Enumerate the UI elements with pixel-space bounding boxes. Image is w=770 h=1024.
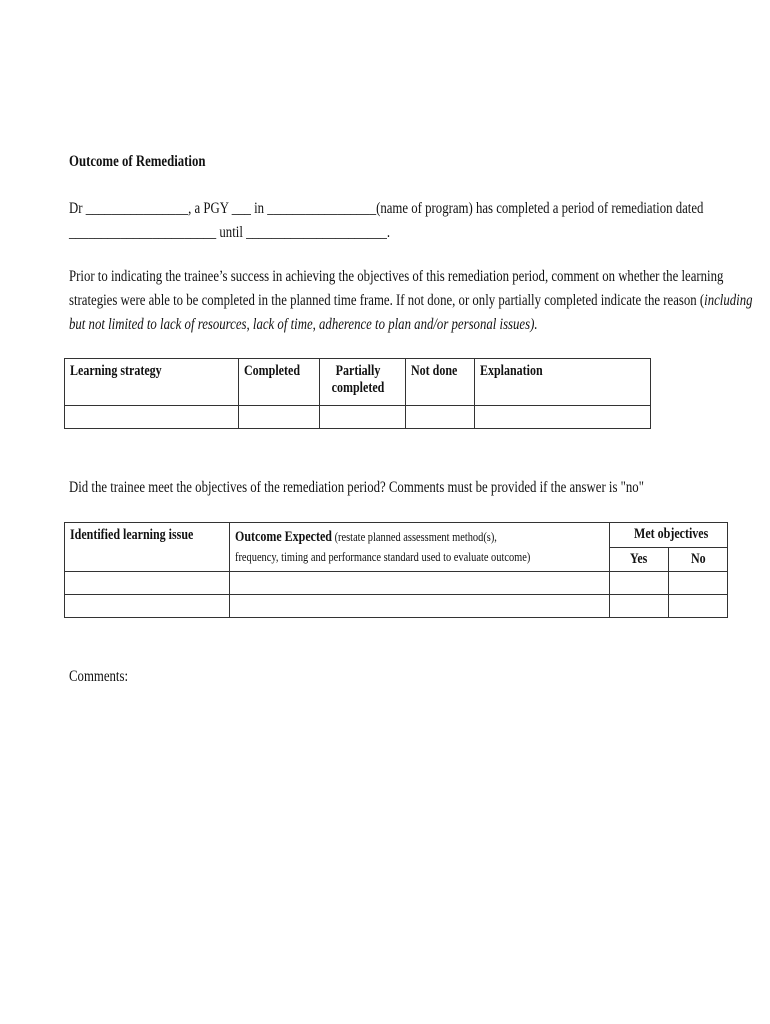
no-cell[interactable] <box>669 595 728 618</box>
header-no: No <box>669 547 728 572</box>
header-met-objectives: Met objectives <box>610 523 728 548</box>
objectives-question: Did the trainee meet the objectives of the remediation period? Comments must be provided if the answer is "no" <box>69 479 644 496</box>
no-cell[interactable] <box>669 572 728 595</box>
yes-cell[interactable] <box>610 572 669 595</box>
objectives-table <box>64 522 728 618</box>
outcome-cell[interactable] <box>230 595 610 618</box>
header-learning-issue: Identified learning issue <box>65 523 230 572</box>
prior-line-1: Prior to indicating the trainee’s success in achieving the objectives of this remediation period, comment on whether the learning <box>69 268 724 285</box>
doctor-name-blank[interactable]: ________________ <box>85 200 189 217</box>
pgy-blank[interactable]: ___ <box>231 200 251 217</box>
completed-cell[interactable] <box>238 406 319 429</box>
learning-strategy-table <box>64 358 651 429</box>
intro-line-1: Dr ________________, a PGY ___ in _________________(name of program) has completed a period of remediation dated <box>69 200 704 217</box>
header-completed: Completed <box>238 359 319 406</box>
yes-cell[interactable] <box>610 595 669 618</box>
learning-issue-cell[interactable] <box>65 595 230 618</box>
prior-line-2: strategies were able to be completed in the planned time frame. If not done, or only partially completed indicate the reason (including <box>69 292 753 309</box>
learning-issue-cell[interactable] <box>65 572 230 595</box>
not-done-cell[interactable] <box>405 406 474 429</box>
header-partially-completed: Partially completed <box>319 359 405 406</box>
strategy-cell[interactable] <box>65 406 239 429</box>
header-explanation: Explanation <box>474 359 650 406</box>
table-row <box>65 595 728 618</box>
program-blank[interactable]: _________________ <box>267 200 377 217</box>
intro-line-2: _______________________ until ______________________. <box>69 224 391 241</box>
prior-line-3: but not limited to lack of resources, lack of time, adherence to plan and/or personal issues). <box>69 316 538 333</box>
header-learning-strategy: Learning strategy <box>65 359 239 406</box>
table-row <box>65 572 728 595</box>
header-not-done: Not done <box>405 359 474 406</box>
comments-label: Comments: <box>69 668 129 685</box>
partially-cell[interactable] <box>319 406 405 429</box>
outcome-cell[interactable] <box>230 572 610 595</box>
explanation-cell[interactable] <box>474 406 650 429</box>
end-date-blank[interactable]: ______________________ <box>246 224 387 241</box>
section-title: Outcome of Remediation <box>69 153 206 170</box>
header-yes: Yes <box>610 547 669 572</box>
header-outcome-expected: Outcome Expected (restate planned assessment method(s), frequency, timing and performance standard used to evaluate outcome) <box>230 523 610 572</box>
start-date-blank[interactable]: _______________________ <box>69 224 217 241</box>
table-row <box>65 406 651 429</box>
